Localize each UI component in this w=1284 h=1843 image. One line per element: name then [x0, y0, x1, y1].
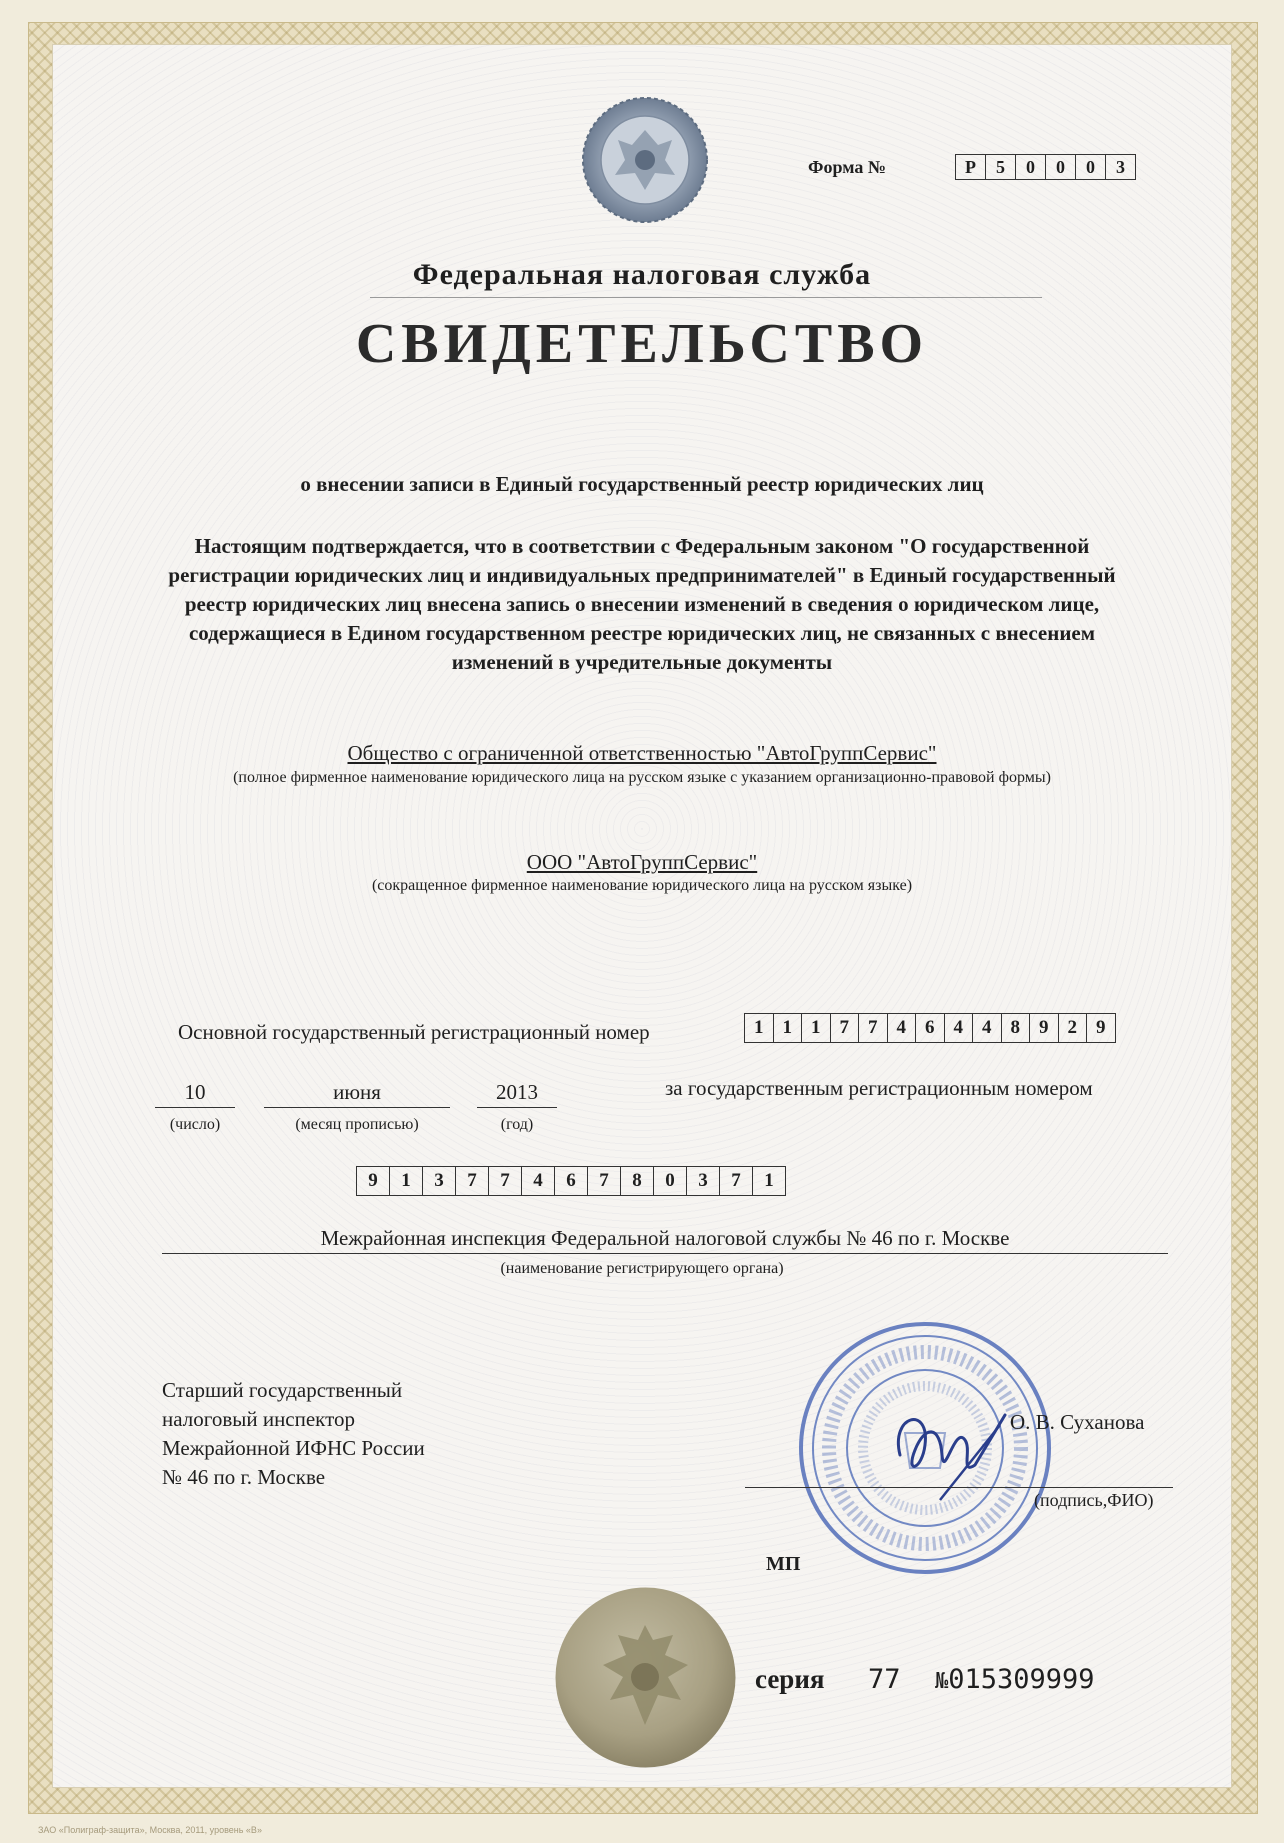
date-year-value: 2013 — [477, 1080, 557, 1108]
form-number-boxes — [955, 154, 1136, 180]
form-code-cell: 0 — [1076, 154, 1106, 180]
grn-digit: 7 — [489, 1166, 522, 1196]
signer-name: О. В. Суханова — [1010, 1410, 1145, 1434]
ogrn-digit: 4 — [973, 1013, 1002, 1043]
ogrn-digit: 9 — [1087, 1013, 1116, 1043]
certificate-subtitle: о внесении записи в Единый государственный реестр юридических лиц — [300, 472, 984, 496]
signature-caption: (подпись,ФИО) — [1034, 1490, 1154, 1510]
printer-footer: ЗАО «Полиграф-защита», Москва, 2011, уровень «В» — [38, 1825, 262, 1835]
date-day-caption: (число) — [169, 1116, 221, 1133]
ogrn-digit: 7 — [831, 1013, 860, 1043]
company-short-name-caption: (сокращенное фирменное наименование юридического лица на русском языке) — [371, 877, 913, 894]
form-code-cell: 0 — [1016, 154, 1046, 180]
company-short-name-value: ООО "АвтоГруппСервис" — [526, 850, 758, 874]
date-day-value: 10 — [155, 1080, 235, 1108]
date-month-value: июня — [264, 1080, 450, 1108]
serial-number — [935, 1664, 1095, 1695]
form-code-cell: 3 — [1106, 154, 1136, 180]
company-full-name-value: Общество с ограниченной ответственностью "АвтоГруппСервис" — [347, 741, 937, 765]
form-code-cell: 0 — [1046, 154, 1076, 180]
date-day — [155, 1080, 235, 1134]
registering-authority-caption: (наименование регистрирующего органа) — [500, 1260, 784, 1277]
grn-digit: 7 — [588, 1166, 621, 1196]
signer-position-line: Старший государственный — [162, 1378, 403, 1402]
grn-digit: 7 — [456, 1166, 489, 1196]
grn-digit: 7 — [720, 1166, 753, 1196]
ogrn-digit: 9 — [1030, 1013, 1059, 1043]
certificate-body — [52, 44, 1232, 1788]
serial-number-value: 015309999 — [948, 1664, 1095, 1695]
ogrn-digit: 4 — [888, 1013, 917, 1043]
date-year-caption: (год) — [500, 1116, 534, 1133]
ogrn-digit: 7 — [859, 1013, 888, 1043]
grn-digit: 0 — [654, 1166, 687, 1196]
series-number: 77 — [868, 1664, 901, 1695]
signer-position — [162, 1376, 425, 1492]
grn-digit: 9 — [356, 1166, 390, 1196]
embossed-seal-icon — [553, 1585, 738, 1770]
company-full-name-caption: (полное фирменное наименование юридического лица на русском языке с указанием организационно-правовой формы) — [233, 769, 1051, 786]
grn-digit: 1 — [753, 1166, 786, 1196]
form-number-label: Форма № — [808, 157, 886, 177]
title-divider — [370, 297, 1042, 298]
page-title: СВИДЕТЕЛЬСТВО — [355, 313, 929, 375]
grn-number-boxes — [356, 1166, 786, 1196]
ogrn-digit: 8 — [1002, 1013, 1031, 1043]
ogrn-digit: 1 — [774, 1013, 803, 1043]
registering-authority: Межрайонная инспекция Федеральной налоговой службы № 46 по г. Москве — [162, 1226, 1168, 1254]
ogrn-label: Основной государственный регистрационный номер — [178, 1020, 650, 1044]
grn-digit: 3 — [687, 1166, 720, 1196]
signature-icon — [880, 1395, 1010, 1505]
ogrn-digit: 4 — [945, 1013, 974, 1043]
ogrn-digit: 1 — [744, 1013, 774, 1043]
agency-name: Федеральная налоговая служба — [412, 258, 872, 291]
grn-digit: 8 — [621, 1166, 654, 1196]
signer-position-line: № 46 по г. Москве — [162, 1465, 326, 1489]
date-month — [264, 1080, 450, 1134]
form-code-cell: Р — [955, 154, 986, 180]
grn-digit: 4 — [522, 1166, 555, 1196]
ogrn-digit: 1 — [802, 1013, 831, 1043]
ogrn-number-boxes — [744, 1013, 1116, 1043]
signer-position-line: Межрайонной ИФНС России — [162, 1436, 425, 1460]
certificate-body-text: Настоящим подтверждается, что в соответствии с Федеральным законом "О государственной регистрации юридических лиц и индивидуальных предпринимателей" в Единый государственный реестр юридических лиц внесена запись о внесении изменений в сведения о юридическом лице, содержащиеся в Едином государственном реестре юридических лиц, не связанных с внесением изменений в учредительные документы — [168, 534, 1116, 674]
grn-digit: 6 — [555, 1166, 588, 1196]
company-short-name — [0, 850, 1284, 875]
grn-digit: 3 — [423, 1166, 456, 1196]
grn-label: за государственным регистрационным номером — [665, 1076, 1093, 1100]
serial-prefix: № — [935, 1669, 949, 1694]
grn-digit: 1 — [390, 1166, 423, 1196]
stamp-place-label: МП — [766, 1553, 801, 1575]
form-code-cell: 5 — [986, 154, 1016, 180]
signature-line — [745, 1487, 1173, 1488]
company-full-name — [0, 741, 1284, 766]
ogrn-digit: 6 — [916, 1013, 945, 1043]
ogrn-digit: 2 — [1059, 1013, 1088, 1043]
hologram-emblem-icon — [580, 95, 710, 225]
signer-position-line: налоговый инспектор — [162, 1407, 356, 1431]
date-month-caption: (месяц прописью) — [295, 1116, 419, 1133]
series-label: серия — [755, 1664, 825, 1694]
date-year — [477, 1080, 557, 1134]
